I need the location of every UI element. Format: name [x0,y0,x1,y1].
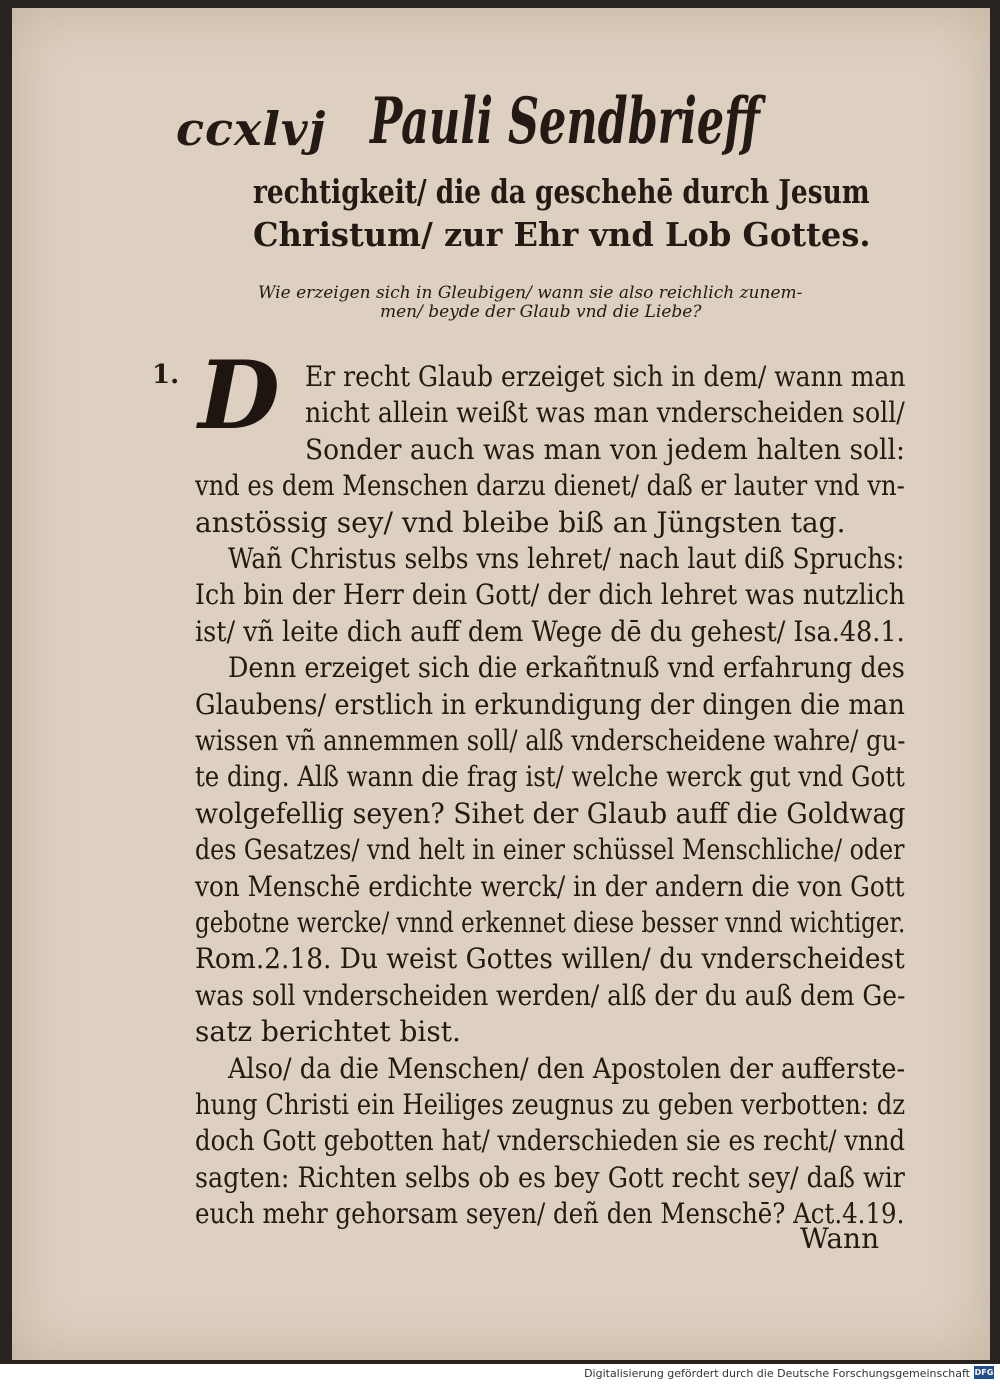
body-line: sagten: Richten selbs ob es bey Gott recht sey/ daß wir [195,1160,905,1194]
body-line: wolgefellig seyen? Sihet der Glaub auff die Goldwag [195,796,906,830]
top-line: rechtigkeit/ die da geschehē durch Jesum [253,172,870,211]
dfg-logo: DFG [974,1368,994,1377]
body-line: Glaubens/ erstlich in erkundigung der dingen die man [195,687,905,721]
body-line: te ding. Alß wann die frag ist/ welche werck gut vnd Gott [195,760,905,794]
body-line: ist/ vñ leite dich auff dem Wege dē du gehest/ Isa.48.1. [195,614,905,648]
top-line: Christum/ zur Ehr vnd Lob Gottes. [253,215,871,254]
body-line: hung Christi ein Heiliges zeugnus zu geben verbotten: dz [195,1088,906,1121]
body-line: Sonder auch was man von jedem halten soll: [305,432,905,466]
summary-line: Wie erzeigen sich in Gleubigen/ wann sie also reichlich zunem- [258,283,803,303]
funding-credit: Digitalisierung gefördert durch die Deutsche Forschungsgemeinschaft [584,1367,970,1380]
catchword: Wann [800,1222,880,1255]
body-line: nicht allein weißt was man vnderscheiden soll/ [305,396,905,430]
body-line: satz berichtet bist. [195,1015,461,1049]
body-line: des Gesatzes/ vnd helt in einer schüssel Menschliche/ oder [195,833,905,867]
folio-number: ccxlvj [176,102,327,156]
body-line: wissen vñ annemmen soll/ alß vnderscheidene wahre/ gu- [195,724,906,757]
summary-line: men/ beyde der Glaub vnd die Liebe? [380,302,702,322]
running-head: Pauli Sendbrieff [370,84,760,159]
body-line: Ich bin der Herr dein Gott/ der dich lehret was nutzlich [195,578,906,612]
body-line: doch Gott gebotten hat/ vnderschieden sie es recht/ vnnd [195,1124,906,1158]
body-line: von Menschē erdichte werck/ in der andern die von Gott [195,869,905,903]
paragraph-number: 1. [152,360,180,390]
decorated-initial: D [198,341,280,451]
body-line: Er recht Glaub erzeiget sich in dem/ wann man [305,360,906,393]
body-line: Rom.2.18. Du weist Gottes willen/ du vnderscheidest [195,942,905,976]
body-line: Wañ Christus selbs vns lehret/ nach laut diß Spruchs: [228,542,905,575]
body-line: euch mehr gehorsam seyen/ deñ den Menschē? Act.4.19. [195,1197,905,1231]
body-line: anstössig sey/ vnd bleibe biß an Jüngsten tag. [195,505,846,539]
body-line: vnd es dem Menschen darzu dienet/ daß er lauter vnd vn- [195,469,905,503]
body-line: gebotne wercke/ vnnd erkennet diese besser vnnd wichtiger. [195,906,906,939]
body-line: Denn erzeiget sich die erkañtnuß vnd erfahrung des [228,651,905,685]
body-line: Also/ da die Menschen/ den Apostolen der aufferste- [228,1051,906,1085]
body-line: was soll vnderscheiden werden/ alß der du auß dem Ge- [195,978,906,1012]
